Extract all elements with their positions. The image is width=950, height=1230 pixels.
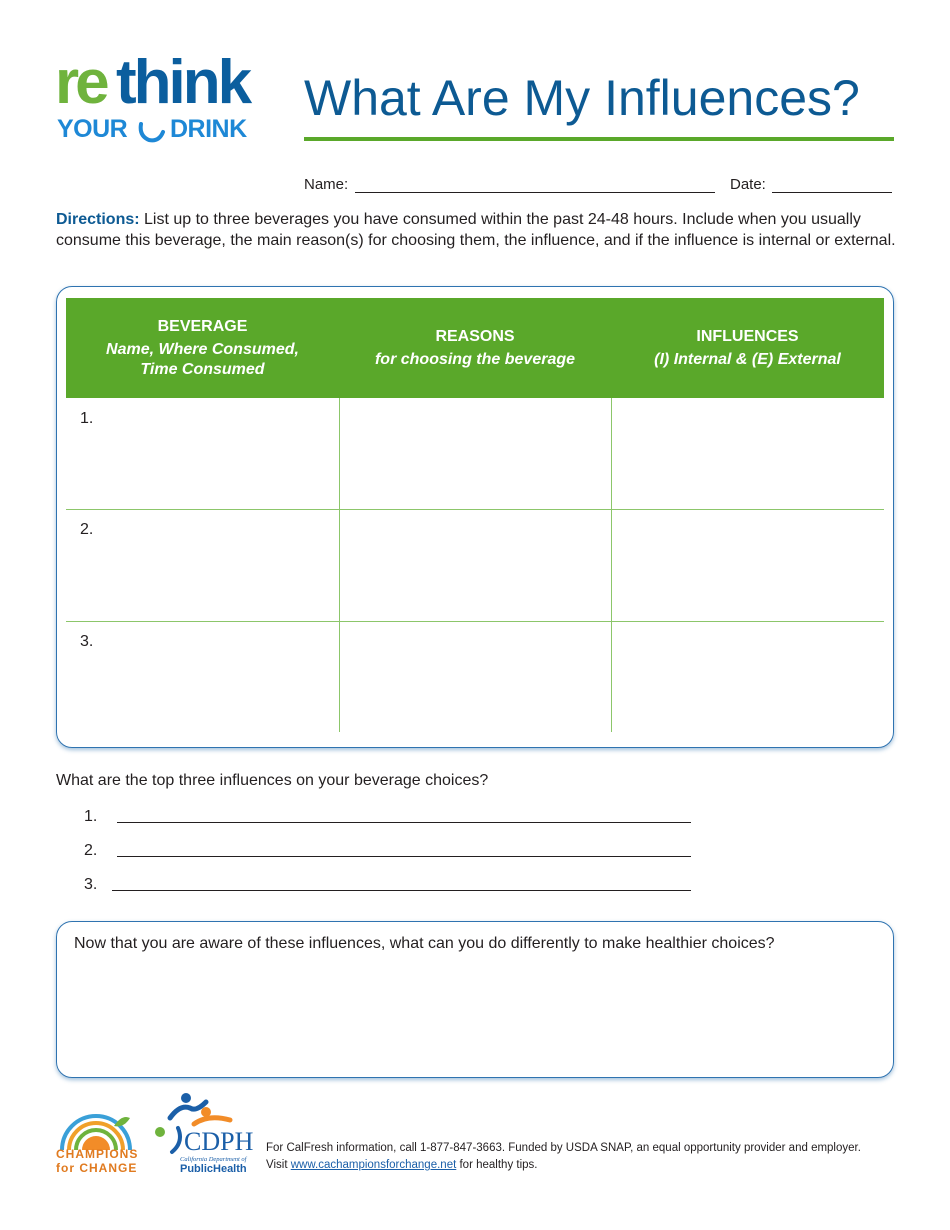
table-row-number: 3. bbox=[80, 633, 94, 650]
name-field[interactable] bbox=[355, 192, 715, 193]
column-divider bbox=[611, 398, 612, 732]
answer-line[interactable] bbox=[112, 890, 691, 891]
column-subheading: Name, Where Consumed, Time Consumed bbox=[106, 341, 299, 378]
cdph-abbr: CDPH bbox=[184, 1127, 254, 1156]
directions bbox=[56, 209, 896, 251]
footer-line1: For CalFresh information, call 1-877-847-3663. Funded by USDA SNAP, an equal opportunity provider and employer. bbox=[266, 1142, 861, 1154]
champions-line1: CHAMPIONS bbox=[56, 1147, 139, 1161]
footer-visit: Visit bbox=[266, 1159, 291, 1171]
footer-tips: for healthy tips. bbox=[456, 1159, 538, 1171]
directions-label: Directions: bbox=[56, 211, 140, 228]
footer-line2 bbox=[266, 1158, 537, 1173]
water-drop-icon bbox=[135, 118, 167, 146]
column-influences bbox=[611, 298, 884, 398]
column-beverage bbox=[66, 298, 339, 398]
answer-number: 2. bbox=[84, 842, 98, 859]
row-divider bbox=[66, 621, 884, 622]
date-field[interactable] bbox=[772, 192, 892, 193]
answer-line[interactable] bbox=[117, 856, 691, 857]
column-reasons bbox=[339, 298, 611, 398]
table-row-number: 1. bbox=[80, 410, 94, 427]
answer-number: 3. bbox=[84, 876, 98, 893]
page-title: What Are My Influences? bbox=[304, 70, 860, 126]
influences-question: What are the top three influences on your beverage choices? bbox=[56, 772, 489, 789]
row-divider bbox=[66, 509, 884, 510]
cdph-public-health: PublicHealth bbox=[180, 1163, 247, 1175]
column-divider bbox=[339, 398, 340, 732]
table-header bbox=[66, 298, 884, 398]
name-label: Name: bbox=[304, 176, 349, 193]
logo-your: YOUR bbox=[57, 115, 128, 143]
column-heading: INFLUENCES bbox=[696, 328, 799, 345]
logo-think: think bbox=[116, 48, 250, 117]
column-subheading: for choosing the beverage bbox=[374, 351, 576, 368]
reflection-prompt: Now that you are aware of these influences, what can you do differently to make healthier choices? bbox=[74, 935, 775, 952]
table-row-number: 2. bbox=[80, 521, 94, 538]
logo-re: re bbox=[55, 48, 106, 117]
champions-line2: for CHANGE bbox=[56, 1161, 138, 1175]
column-heading: REASONS bbox=[435, 328, 515, 345]
logo-drink: DRINK bbox=[170, 115, 247, 143]
title-rule bbox=[304, 137, 894, 141]
directions-text: List up to three beverages you have consumed within the past 24-48 hours. Include when you usually consume this beverage, the main reason(s) for choosing them, the influence, and if the influence is internal or external. bbox=[56, 211, 896, 249]
answer-number: 1. bbox=[84, 808, 98, 825]
cdph-dept: California Department of bbox=[180, 1156, 247, 1163]
column-heading: BEVERAGE bbox=[157, 318, 248, 335]
date-label: Date: bbox=[730, 176, 766, 193]
column-subheading: (I) Internal & (E) External bbox=[654, 351, 841, 368]
champions-link[interactable]: www.cachampionsforchange.net bbox=[290, 1159, 457, 1171]
answer-line[interactable] bbox=[117, 822, 691, 823]
